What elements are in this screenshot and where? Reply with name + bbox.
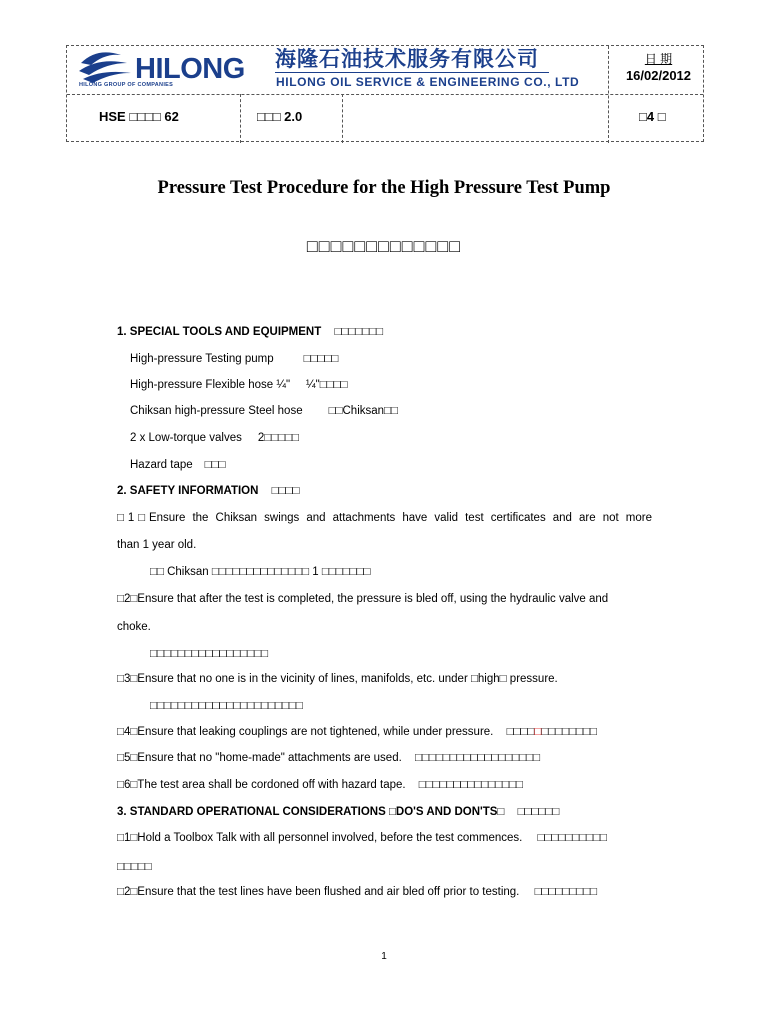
list-item — [130, 405, 398, 417]
paragraph-cn: □□□□□ — [117, 861, 152, 873]
hilong-wave-logo-icon — [77, 49, 137, 85]
list-item — [130, 379, 348, 391]
logo-tagline: HILONG GROUP OF COMPANIES — [79, 82, 174, 88]
list-item — [130, 432, 299, 444]
date-label: 日 期 — [644, 52, 673, 66]
paragraph: than 1 year old. — [117, 539, 197, 551]
paragraph-text-cn: □□□□□□□□ — [541, 726, 597, 738]
paragraph-text-cn: □□□□□□□□□□□□□□□ — [418, 779, 523, 791]
section-heading-text: 3. STANDARD OPERATIONAL CONSIDERATIONS □DO'S AND DON'TS□ — [117, 806, 505, 818]
item-text: High-pressure Flexible hose ¼" — [130, 379, 291, 391]
page-title: Pressure Test Procedure for the High Pressure Test Pump — [157, 178, 611, 198]
paragraph — [117, 832, 607, 844]
paragraph — [117, 886, 597, 898]
paragraph — [117, 752, 540, 764]
paragraph: □1□Ensure the Chiksan swings and attachments have valid test certificates and are not more — [117, 512, 652, 524]
paragraph-text: □2□Ensure that the test lines have been flushed and air bled off prior to testing. — [117, 886, 520, 898]
company-name-en: HILONG OIL SERVICE & ENGINEERING CO., LTD — [276, 75, 580, 89]
section-heading-text: 2. SAFETY INFORMATION — [117, 485, 259, 497]
section-heading-cn: □□□□ — [271, 485, 300, 497]
page-title-cn: □□□□□□□□□□□□□ — [306, 236, 462, 256]
paragraph-text: □1□Hold a Toolbox Talk with all personnel involved, before the test commences. — [117, 832, 523, 844]
paragraph — [117, 779, 523, 791]
section-heading-cn: □□□□□□ — [517, 806, 560, 818]
list-item — [130, 459, 226, 471]
item-text: Hazard tape — [130, 459, 193, 471]
item-text-cn: □□Chiksan□□ — [328, 405, 398, 417]
paragraph — [117, 726, 597, 738]
company-name-cn: 海隆石油技术服务有限公司 — [275, 48, 549, 73]
paragraph-text: □4□Ensure that leaking couplings are not tightened, while under pressure. — [117, 726, 494, 738]
item-text: High-pressure Testing pump — [130, 353, 274, 365]
paragraph: □3□Ensure that no one is in the vicinity of lines, manifolds, etc. under □high□ pressure. — [117, 673, 558, 685]
item-text: 2 x Low-torque valves — [130, 432, 242, 444]
item-text: Chiksan high-pressure Steel hose — [130, 405, 303, 417]
paragraph-cn: □□ Chiksan □□□□□□□□□□□□□□ 1 □□□□□□□ — [150, 566, 371, 578]
paragraph-text: □5□Ensure that no "home-made" attachments are used. — [117, 752, 402, 764]
company-logo — [77, 49, 607, 91]
paragraph-text-cn: □□□□□□□□□ — [534, 886, 598, 898]
paragraph: □2□Ensure that after the test is completed, the pressure is bled off, using the hydraulic valve and — [117, 593, 609, 605]
item-text-cn: □□□ — [204, 459, 226, 471]
section-2-heading — [117, 485, 299, 497]
paragraph-text-cn: □□□□ — [506, 726, 535, 738]
page-count: □4 □ — [639, 109, 666, 124]
list-item — [130, 353, 338, 365]
section-heading-text: 1. SPECIAL TOOLS AND EQUIPMENT — [117, 326, 322, 338]
paragraph-cn: □□□□□□□□□□□□□□□□□□□□□□ — [150, 700, 303, 712]
paragraph-text-cn: □□□□□□□□□□ — [537, 832, 607, 844]
section-1-heading — [117, 326, 383, 338]
section-3-heading — [117, 806, 559, 818]
item-text-cn: ¼"□□□□ — [306, 379, 348, 391]
item-text-cn: □□□□□ — [303, 353, 339, 365]
date-value: 16/02/2012 — [625, 68, 692, 83]
header-divider — [608, 46, 609, 143]
paragraph: choke. — [117, 621, 151, 633]
document-code: HSE □□□□ 62 — [99, 109, 179, 124]
logo-wordmark: HILONG — [135, 53, 245, 85]
item-text-cn: 2□□□□□ — [257, 432, 300, 444]
header-divider — [240, 94, 241, 143]
document-header-table — [66, 45, 704, 142]
paragraph-text: □6□The test area shall be cordoned off with hazard tape. — [117, 779, 406, 791]
page-number: 1 — [381, 951, 387, 962]
paragraph-text-cn: □□□□□□□□□□□□□□□□□□ — [415, 752, 541, 764]
section-heading-cn: □□□□□□□ — [334, 326, 384, 338]
highlighted-char: □ — [534, 726, 542, 738]
document-version: □□□ 2.0 — [257, 109, 303, 124]
header-divider — [342, 94, 343, 143]
paragraph-cn: □□□□□□□□□□□□□□□□□ — [150, 648, 269, 660]
